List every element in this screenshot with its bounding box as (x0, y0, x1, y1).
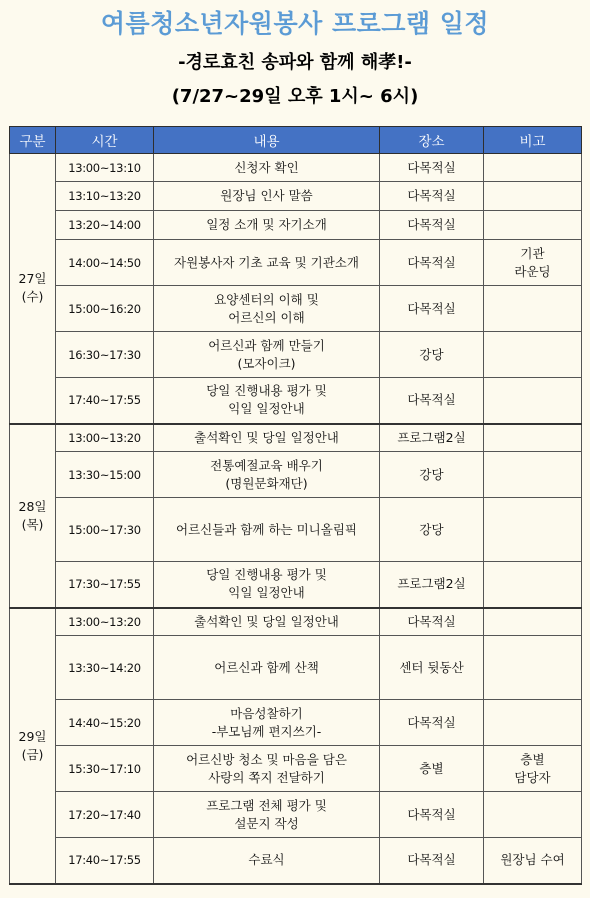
place-cell (380, 378, 484, 424)
cell-text-line: 다목적실 (407, 714, 456, 730)
note-cell (484, 562, 582, 608)
header-row (10, 127, 582, 154)
content-cell (154, 636, 380, 700)
content-cell (154, 562, 380, 608)
column-header: 시간 (56, 127, 154, 154)
content-cell (154, 498, 380, 562)
content-cell (154, 154, 380, 182)
content-cell (154, 792, 380, 838)
note-cell (484, 746, 582, 792)
note-cell (484, 838, 582, 884)
column-header: 장소 (380, 127, 484, 154)
cell-text-line: (모자이크) (237, 355, 296, 371)
cell-text-line: 다목적실 (407, 613, 456, 629)
place-cell (380, 154, 484, 182)
cell-text-line: 프로그램2실 (397, 576, 466, 592)
time-cell: 17:20~17:40 (56, 792, 154, 838)
place-cell (380, 562, 484, 608)
time-cell: 17:30~17:55 (56, 562, 154, 608)
note-cell (484, 608, 582, 636)
cell-text-line: 신청자 확인 (234, 159, 299, 175)
time-cell: 15:00~17:30 (56, 498, 154, 562)
column-header: 비고 (484, 127, 582, 154)
place-cell (380, 182, 484, 211)
page-subtitle: -경로효친 송파와 함께 해孝!- (178, 52, 412, 73)
cell-text-line: 다목적실 (407, 392, 456, 408)
cell-text-line: (명원문화재단) (225, 475, 308, 491)
cell-text-line: 프로그램2실 (397, 429, 466, 445)
cell-text-line: 수료식 (248, 852, 285, 868)
place-cell (380, 838, 484, 884)
day-cell (10, 154, 56, 424)
place-cell (380, 636, 484, 700)
column-header: 구분 (10, 127, 56, 154)
cell-text-line: 다목적실 (407, 254, 456, 270)
time-cell: 13:00~13:10 (56, 154, 154, 182)
cell-text-line: 출석확인 및 당일 일정안내 (194, 429, 339, 445)
time-cell: 13:00~13:20 (56, 424, 154, 452)
cell-text-line: 출석확인 및 당일 일정안내 (194, 613, 339, 629)
cell-text-line: 다목적실 (407, 300, 456, 316)
cell-text-line: 어르신방 청소 및 마음을 담은 (186, 751, 347, 767)
cell-text-line: 설문지 작성 (234, 815, 299, 831)
cell-text-line: 강당 (419, 346, 444, 362)
note-cell (484, 211, 582, 240)
cell-text-line: 익일 일정안내 (228, 401, 305, 417)
table-row (10, 378, 582, 424)
day-label: 29일 (18, 728, 47, 744)
cell-text-line: 기관 (520, 245, 545, 261)
cell-text-line: 자원봉사자 기초 교육 및 기관소개 (174, 254, 359, 270)
time-cell: 15:00~16:20 (56, 286, 154, 332)
note-cell (484, 636, 582, 700)
table-row (10, 332, 582, 378)
schedule-body (10, 154, 582, 884)
cell-text-line: 라운딩 (514, 263, 551, 279)
cell-text-line: 층별 (520, 751, 545, 767)
content-cell (154, 608, 380, 636)
place-cell (380, 424, 484, 452)
table-row (10, 838, 582, 884)
day-cell (10, 424, 56, 608)
place-cell (380, 700, 484, 746)
day-label: 27일 (18, 271, 47, 287)
table-row (10, 562, 582, 608)
content-cell (154, 452, 380, 498)
cell-text-line: 당일 진행내용 평가 및 (206, 567, 327, 583)
cell-text-line: 사랑의 쪽지 전달하기 (208, 769, 325, 785)
content-cell (154, 332, 380, 378)
schedule-period: (7/27~29일 오후 1시~ 6시) (171, 86, 419, 107)
place-cell (380, 240, 484, 286)
content-cell (154, 240, 380, 286)
cell-text-line: 전통예절교육 배우기 (210, 457, 323, 473)
content-cell (154, 424, 380, 452)
note-cell (484, 424, 582, 452)
cell-text-line: 당일 진행내용 평가 및 (206, 383, 327, 399)
time-cell: 17:40~17:55 (56, 838, 154, 884)
cell-text-line: 어르신과 함께 산책 (214, 659, 319, 675)
table-row (10, 182, 582, 211)
cell-text-line: 담당자 (514, 769, 551, 785)
cell-text-line: 다목적실 (407, 852, 456, 868)
cell-text-line: 어르신과 함께 만들기 (208, 337, 325, 353)
cell-text-line: 강당 (419, 521, 444, 537)
note-cell (484, 700, 582, 746)
cell-text-line: 다목적실 (407, 188, 456, 203)
time-cell: 14:00~14:50 (56, 240, 154, 286)
note-cell (484, 182, 582, 211)
note-cell (484, 154, 582, 182)
content-cell (154, 286, 380, 332)
cell-text-line: 다목적실 (407, 217, 456, 232)
table-row (10, 424, 582, 452)
column-header: 내용 (154, 127, 380, 154)
content-cell (154, 211, 380, 240)
weekday-label: (금) (21, 746, 44, 762)
table-row (10, 452, 582, 498)
content-cell (154, 378, 380, 424)
time-cell: 15:30~17:10 (56, 746, 154, 792)
note-cell (484, 286, 582, 332)
table-row (10, 792, 582, 838)
content-cell (154, 182, 380, 211)
day-cell (10, 608, 56, 884)
time-cell: 13:30~15:00 (56, 452, 154, 498)
cell-text-line: 어르신의 이해 (228, 309, 305, 325)
place-cell (380, 452, 484, 498)
cell-text-line: 원장님 인사 말씀 (220, 188, 313, 203)
place-cell (380, 332, 484, 378)
time-cell: 14:40~15:20 (56, 700, 154, 746)
table-row (10, 636, 582, 700)
note-cell (484, 452, 582, 498)
place-cell (380, 498, 484, 562)
table-row (10, 700, 582, 746)
content-cell (154, 838, 380, 884)
day-label: 28일 (18, 498, 47, 514)
table-row (10, 498, 582, 562)
note-cell (484, 240, 582, 286)
place-cell (380, 211, 484, 240)
cell-text-line: 일정 소개 및 자기소개 (206, 217, 327, 232)
time-cell: 13:30~14:20 (56, 636, 154, 700)
time-cell: 13:00~13:20 (56, 608, 154, 636)
place-cell (380, 792, 484, 838)
cell-text-line: 원장님 수여 (500, 852, 565, 868)
cell-text-line: 프로그램 전체 평가 및 (206, 797, 327, 813)
note-cell (484, 378, 582, 424)
place-cell (380, 608, 484, 636)
weekday-label: (목) (21, 516, 44, 532)
cell-text-line: 다목적실 (407, 806, 456, 822)
cell-text-line: 센터 뒷동산 (399, 659, 464, 675)
schedule-table (9, 126, 582, 885)
cell-text-line: 어르신들과 함께 하는 미니올림픽 (176, 521, 357, 537)
cell-text-line: 요양센터의 이해 및 (214, 291, 319, 307)
cell-text-line: 다목적실 (407, 159, 456, 175)
place-cell (380, 286, 484, 332)
time-cell: 13:10~13:20 (56, 182, 154, 211)
cell-text-line: -부모님께 편지쓰기- (211, 723, 322, 739)
cell-text-line: 층별 (419, 760, 444, 776)
table-row (10, 608, 582, 636)
table-row (10, 240, 582, 286)
note-cell (484, 498, 582, 562)
page-title: 여름청소년자원봉사 프로그램 일정 (100, 9, 490, 38)
content-cell (154, 746, 380, 792)
cell-text-line: 익일 일정안내 (228, 585, 305, 601)
cell-text-line: 강당 (419, 466, 444, 482)
time-cell: 13:20~14:00 (56, 211, 154, 240)
cell-text-line: 마음성찰하기 (230, 705, 303, 721)
note-cell (484, 792, 582, 838)
note-cell (484, 332, 582, 378)
time-cell: 16:30~17:30 (56, 332, 154, 378)
table-row (10, 154, 582, 182)
time-cell: 17:40~17:55 (56, 378, 154, 424)
table-row (10, 211, 582, 240)
weekday-label: (수) (21, 289, 44, 305)
place-cell (380, 746, 484, 792)
table-row (10, 286, 582, 332)
content-cell (154, 700, 380, 746)
table-row (10, 746, 582, 792)
